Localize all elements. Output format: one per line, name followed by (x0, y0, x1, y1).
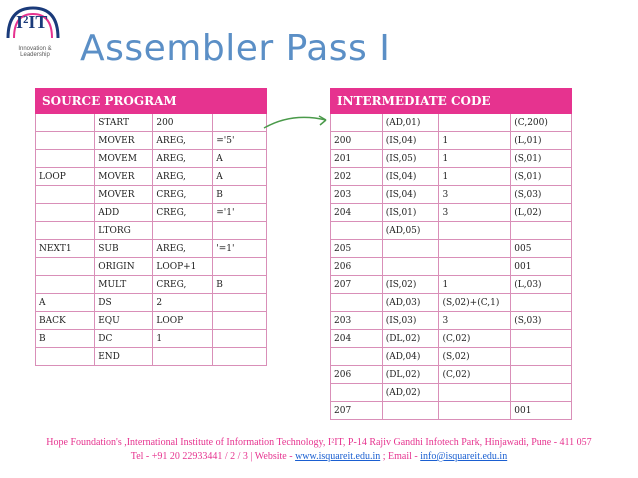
table-cell (36, 348, 95, 366)
table-cell: (C,02) (439, 330, 511, 348)
table-cell: (IS,03) (382, 312, 439, 330)
table-cell: 207 (331, 276, 383, 294)
table-cell (153, 348, 213, 366)
table-cell: (AD,03) (382, 294, 439, 312)
table-cell: END (95, 348, 153, 366)
table-cell (511, 366, 572, 384)
table-cell: B (213, 186, 267, 204)
table-cell: LTORG (95, 222, 153, 240)
slide-title: Assembler Pass I (80, 28, 391, 69)
table-cell (213, 114, 267, 132)
table-row (36, 114, 267, 132)
table-row (331, 276, 572, 294)
table-cell: 200 (331, 132, 383, 150)
table-cell: MULT (95, 276, 153, 294)
table-cell (36, 276, 95, 294)
table-cell: (IS,04) (382, 186, 439, 204)
table-cell: SUB (95, 240, 153, 258)
table-row (331, 204, 572, 222)
table-row (331, 348, 572, 366)
table-cell: 2 (153, 294, 213, 312)
table-cell: 206 (331, 366, 383, 384)
table-cell: (L,03) (511, 276, 572, 294)
table-cell (331, 114, 383, 132)
table-cell: AREG, (153, 132, 213, 150)
table-cell: (L,02) (511, 204, 572, 222)
table-cell: LOOP (153, 312, 213, 330)
table-cell: 204 (331, 330, 383, 348)
table-cell: 005 (511, 240, 572, 258)
table-cell (439, 114, 511, 132)
table-cell (511, 330, 572, 348)
table-cell: 1 (439, 168, 511, 186)
table-cell (382, 258, 439, 276)
table-cell (439, 240, 511, 258)
table-cell: 3 (439, 204, 511, 222)
table-cell: ADD (95, 204, 153, 222)
table-cell (331, 384, 383, 402)
table-row (331, 402, 572, 420)
table-cell: (DL,02) (382, 330, 439, 348)
table-cell: 201 (331, 150, 383, 168)
table-cell: MOVER (95, 186, 153, 204)
footer (0, 436, 638, 464)
table-cell: 1 (439, 276, 511, 294)
table-row (331, 222, 572, 240)
table-cell (36, 258, 95, 276)
table-cell: 202 (331, 168, 383, 186)
table-cell (439, 384, 511, 402)
table-row (36, 168, 267, 186)
table-cell (382, 402, 439, 420)
table-cell: 3 (439, 312, 511, 330)
table-cell: ='1' (213, 204, 267, 222)
table-cell: (IS,01) (382, 204, 439, 222)
table-cell: (S,03) (511, 312, 572, 330)
table-row (36, 348, 267, 366)
table-cell: 001 (511, 258, 572, 276)
table-cell: DS (95, 294, 153, 312)
table-cell: (IS,02) (382, 276, 439, 294)
table-cell: (AD,04) (382, 348, 439, 366)
table-cell: 203 (331, 312, 383, 330)
table-cell (511, 348, 572, 366)
table-cell (439, 222, 511, 240)
table-cell: A (213, 150, 267, 168)
table-cell (153, 222, 213, 240)
table-cell: 205 (331, 240, 383, 258)
footer-contact (0, 450, 638, 464)
table-cell: 1 (439, 150, 511, 168)
table-cell (511, 294, 572, 312)
table-cell (511, 384, 572, 402)
source-program-table (35, 88, 267, 366)
table-cell: LOOP+1 (153, 258, 213, 276)
table-cell: 200 (153, 114, 213, 132)
table-cell: (IS,05) (382, 150, 439, 168)
table-cell (331, 222, 383, 240)
table-cell (331, 294, 383, 312)
table-cell: 001 (511, 402, 572, 420)
table-row (331, 294, 572, 312)
logo-tagline: Innovation & Leadership (18, 46, 52, 58)
table-cell (36, 222, 95, 240)
logo (4, 4, 62, 60)
table-cell: 203 (331, 186, 383, 204)
table-cell: MOVER (95, 132, 153, 150)
table-cell (36, 114, 95, 132)
table-cell (439, 258, 511, 276)
table-cell: CREG, (153, 204, 213, 222)
table-row (331, 150, 572, 168)
table-cell (511, 222, 572, 240)
table-cell (331, 348, 383, 366)
table-row (36, 204, 267, 222)
table-cell: (AD,02) (382, 384, 439, 402)
table-cell: AREG, (153, 240, 213, 258)
table-cell: CREG, (153, 186, 213, 204)
table-row (331, 366, 572, 384)
table-cell: (IS,04) (382, 132, 439, 150)
table-cell (213, 258, 267, 276)
table-cell: MOVER (95, 168, 153, 186)
logo-name: I²IT (16, 12, 48, 32)
table-row (36, 132, 267, 150)
table-row (331, 258, 572, 276)
intermediate-code-header: INTERMEDIATE CODE (331, 89, 572, 114)
table-cell: ='5' (213, 132, 267, 150)
table-cell: AREG, (153, 150, 213, 168)
table-cell: EQU (95, 312, 153, 330)
table-row (36, 240, 267, 258)
table-cell: (S,02)+(C,1) (439, 294, 511, 312)
footer-email-label: ; Email - (380, 451, 421, 462)
intermediate-code-table (330, 88, 572, 420)
table-row (331, 132, 572, 150)
table-cell: (IS,04) (382, 168, 439, 186)
table-cell: A (36, 294, 95, 312)
table-cell: 207 (331, 402, 383, 420)
table-cell (36, 132, 95, 150)
table-cell (213, 348, 267, 366)
table-cell: BACK (36, 312, 95, 330)
table-cell: '=1' (213, 240, 267, 258)
table-cell (36, 186, 95, 204)
table-cell: 204 (331, 204, 383, 222)
table-cell: A (213, 168, 267, 186)
table-cell: (AD,05) (382, 222, 439, 240)
table-cell: (S,03) (511, 186, 572, 204)
footer-phone: Tel - +91 20 22933441 / 2 / 3 | Website - (130, 451, 296, 462)
table-cell: (C,200) (511, 114, 572, 132)
table-cell (36, 150, 95, 168)
table-cell: (S,01) (511, 168, 572, 186)
table-cell: 206 (331, 258, 383, 276)
table-row (331, 312, 572, 330)
website-link[interactable]: www.isquareit.edu.in (295, 451, 381, 462)
table-cell: START (95, 114, 153, 132)
table-row (36, 258, 267, 276)
table-cell: 1 (153, 330, 213, 348)
table-cell: (C,02) (439, 366, 511, 384)
table-cell: AREG, (153, 168, 213, 186)
table-cell: 1 (439, 132, 511, 150)
table-cell: B (213, 276, 267, 294)
table-cell: ORIGIN (95, 258, 153, 276)
table-cell (213, 222, 267, 240)
table-row (36, 150, 267, 168)
table-cell: B (36, 330, 95, 348)
table-row (331, 240, 572, 258)
table-cell: (AD,01) (382, 114, 439, 132)
table-row (331, 330, 572, 348)
table-cell: MOVEM (95, 150, 153, 168)
table-row (331, 168, 572, 186)
table-row (36, 222, 267, 240)
table-cell: 3 (439, 186, 511, 204)
table-row (36, 312, 267, 330)
email-link[interactable]: info@isquareit.edu.in (420, 451, 508, 462)
footer-address: Hope Foundation's ,International Institute of Information Technology, I²IT, P-14 Rajiv Gandhi Infotech Park, Hinjawadi, Pune - 411 057 (46, 437, 592, 448)
table-row (36, 186, 267, 204)
table-cell: (S,01) (511, 150, 572, 168)
table-cell (439, 402, 511, 420)
table-row (331, 384, 572, 402)
table-cell (213, 312, 267, 330)
table-cell: (L,01) (511, 132, 572, 150)
table-cell: LOOP (36, 168, 95, 186)
table-cell: CREG, (153, 276, 213, 294)
table-row (36, 294, 267, 312)
table-cell (382, 240, 439, 258)
arrow-icon (262, 112, 334, 132)
table-cell (213, 330, 267, 348)
table-cell: NEXT1 (36, 240, 95, 258)
source-program-header: SOURCE PROGRAM (36, 89, 267, 114)
table-row (36, 330, 267, 348)
table-cell: DC (95, 330, 153, 348)
table-row (36, 276, 267, 294)
table-cell: (S,02) (439, 348, 511, 366)
table-cell: (DL,02) (382, 366, 439, 384)
table-row (331, 186, 572, 204)
table-cell (213, 294, 267, 312)
table-cell (36, 204, 95, 222)
table-row (331, 114, 572, 132)
